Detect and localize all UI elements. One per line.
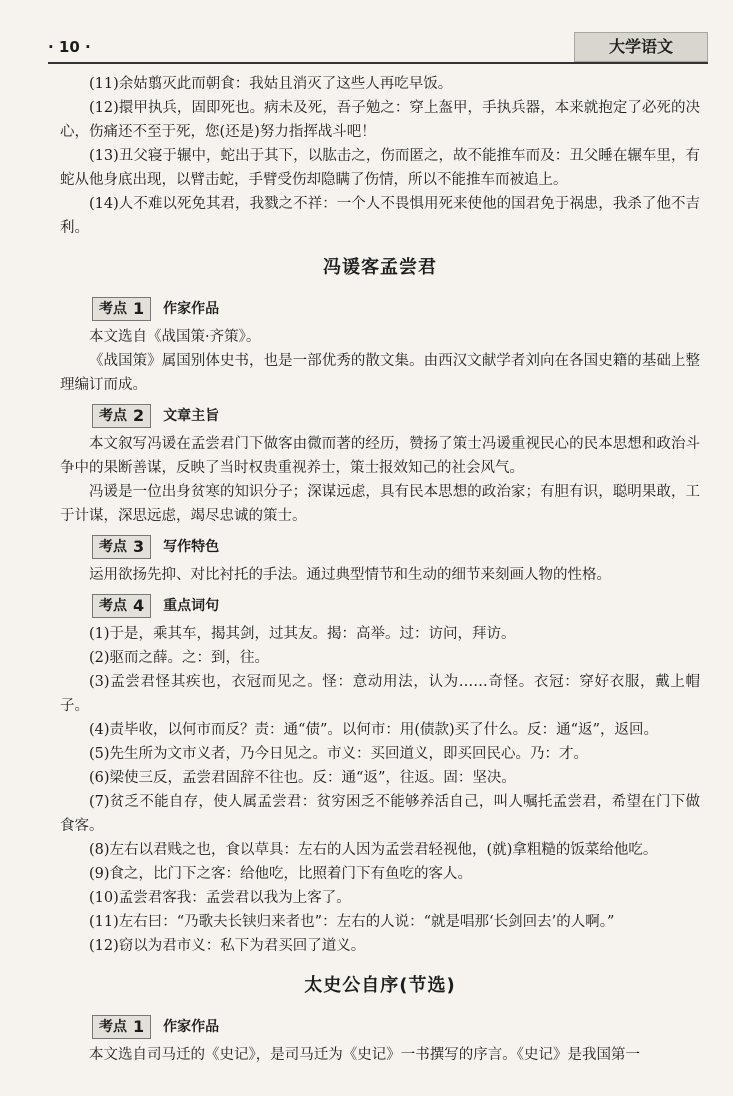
kaodian-number: 4 bbox=[133, 596, 145, 615]
kaodian-title: 作家作品 bbox=[163, 301, 220, 317]
list-item: (2)驱而之薛。之：到，往。 bbox=[89, 650, 270, 666]
kaodian-badge bbox=[92, 594, 151, 618]
kaodian-badge bbox=[92, 535, 151, 559]
header-rule bbox=[48, 62, 708, 64]
kaodian-label: 考点 bbox=[99, 301, 127, 317]
kaodian-row bbox=[60, 403, 700, 429]
kaodian-number: 1 bbox=[133, 1017, 145, 1036]
list-item: (4)责毕收，以何市而反？责：通“债”。以何市：用(债款)买了什么。反：通“返”，返回。 bbox=[89, 722, 659, 738]
paragraph: 本文叙写冯谖在孟尝君门下做客由微而著的经历，赞扬了策士冯谖重视民心的民本思想和政治斗争中的果断善谋，反映了当时权贵重视养士，策士报效知己的社会风气。 bbox=[60, 436, 700, 476]
kaodian-title: 写作特色 bbox=[163, 539, 220, 555]
kaodian-label: 考点 bbox=[99, 1019, 127, 1035]
paragraph: 运用欲扬先抑、对比衬托的手法。通过典型情节和生动的细节来刻画人物的性格。 bbox=[89, 567, 611, 583]
note-item: (14)人不难以死免其君，我戮之不祥：一个人不畏惧用死来使他的国君免于祸患，我杀了他不吉利。 bbox=[60, 196, 700, 236]
paragraph: 冯谖是一位出身贫寒的知识分子；深谋远虑，具有民本思想的政治家；有胆有识，聪明果敢，工于计谋，深思远虑，竭尽忠诚的策士。 bbox=[60, 484, 700, 524]
note-item: (13)丑父寝于辗中，蛇出于其下，以肱击之，伤而匿之，故不能推车而及：丑父睡在辗车里，有蛇从他身底出现，以臂击蛇，手臂受伤却隐瞒了伤情，所以不能推车而被追上。 bbox=[60, 148, 700, 188]
kaodian-row bbox=[60, 1014, 700, 1040]
note-item: (12)擐甲执兵，固即死也。病未及死，吾子勉之：穿上盔甲，手执兵器，本来就抱定了必死的决心，伤痛还不至于死，您(还是)努力指挥战斗吧！ bbox=[60, 100, 700, 140]
paragraph: 《战国策》属国别体史书，也是一部优秀的散文集。由西汉文献学者刘向在各国史籍的基础上整理编订而成。 bbox=[60, 353, 700, 393]
kaodian-badge bbox=[92, 297, 151, 321]
kaodian-number: 1 bbox=[133, 299, 145, 318]
kaodian-title: 文章主旨 bbox=[163, 408, 220, 424]
list-item: (3)孟尝君怪其疾也，衣冠而见之。怪：意动用法，认为……奇怪。衣冠：穿好衣服，戴上帽子。 bbox=[60, 674, 700, 714]
list-item: (7)贫乏不能自存，使人属孟尝君：贫穷困乏不能够养活自己，叫人嘱托孟尝君，希望在门下做食客。 bbox=[60, 794, 700, 834]
section-title-taishigong: 太史公自序(节选) bbox=[304, 975, 456, 996]
kaodian-row bbox=[60, 534, 700, 560]
kaodian-label: 考点 bbox=[99, 539, 127, 555]
list-item: (12)窃以为君市义：私下为君买回了道义。 bbox=[89, 938, 366, 954]
kaodian-number: 2 bbox=[133, 406, 145, 425]
page-content bbox=[60, 70, 700, 1067]
page-header bbox=[48, 32, 708, 62]
list-item: (8)左右以君贱之也，食以草具：左右的人因为孟尝君轻视他，(就)拿粗糙的饭菜给他吃。 bbox=[89, 842, 658, 858]
list-item: (5)先生所为文市义者，乃今日见之。市义：买回道义，即买回民心。乃：才。 bbox=[89, 746, 589, 762]
kaodian-badge bbox=[92, 404, 151, 428]
kaodian-label: 考点 bbox=[99, 408, 127, 424]
list-item: (10)孟尝君客我：孟尝君以我为上客了。 bbox=[89, 890, 351, 906]
list-item: (9)食之，比门下之客：给他吃，比照着门下有鱼吃的客人。 bbox=[89, 866, 473, 882]
page-number: · 10 · bbox=[48, 38, 91, 56]
kaodian-row bbox=[60, 593, 700, 619]
book-title-box: 大学语文 bbox=[574, 32, 708, 62]
note-item: (11)余姑翦灭此而朝食：我姑且消灭了这些人再吃早饭。 bbox=[89, 76, 453, 92]
kaodian-label: 考点 bbox=[99, 598, 127, 614]
kaodian-title: 作家作品 bbox=[163, 1019, 220, 1035]
list-item: (11)左右曰：“乃歌夫长铗归来者也”：左右的人说：“就是唱那‘长剑回去’的人啊。” bbox=[89, 914, 615, 930]
kaodian-number: 3 bbox=[133, 537, 145, 556]
paragraph: 本文选自司马迁的《史记》，是司马迁为《史记》一书撰写的序言。《史记》是我国第一 bbox=[89, 1047, 640, 1063]
kaodian-row bbox=[60, 296, 700, 322]
paragraph: 本文选自《战国策·齐策》。 bbox=[89, 329, 261, 345]
kaodian-title: 重点词句 bbox=[163, 598, 220, 614]
section-title-fengxuan: 冯谖客孟尝君 bbox=[323, 257, 437, 278]
list-item: (1)于是，乘其车，揭其剑，过其友。揭：高举。过：访问，拜访。 bbox=[89, 626, 516, 642]
kaodian-badge bbox=[92, 1015, 151, 1039]
list-item: (6)梁使三反，孟尝君固辞不往也。反：通“返”，往返。固：坚决。 bbox=[89, 770, 516, 786]
